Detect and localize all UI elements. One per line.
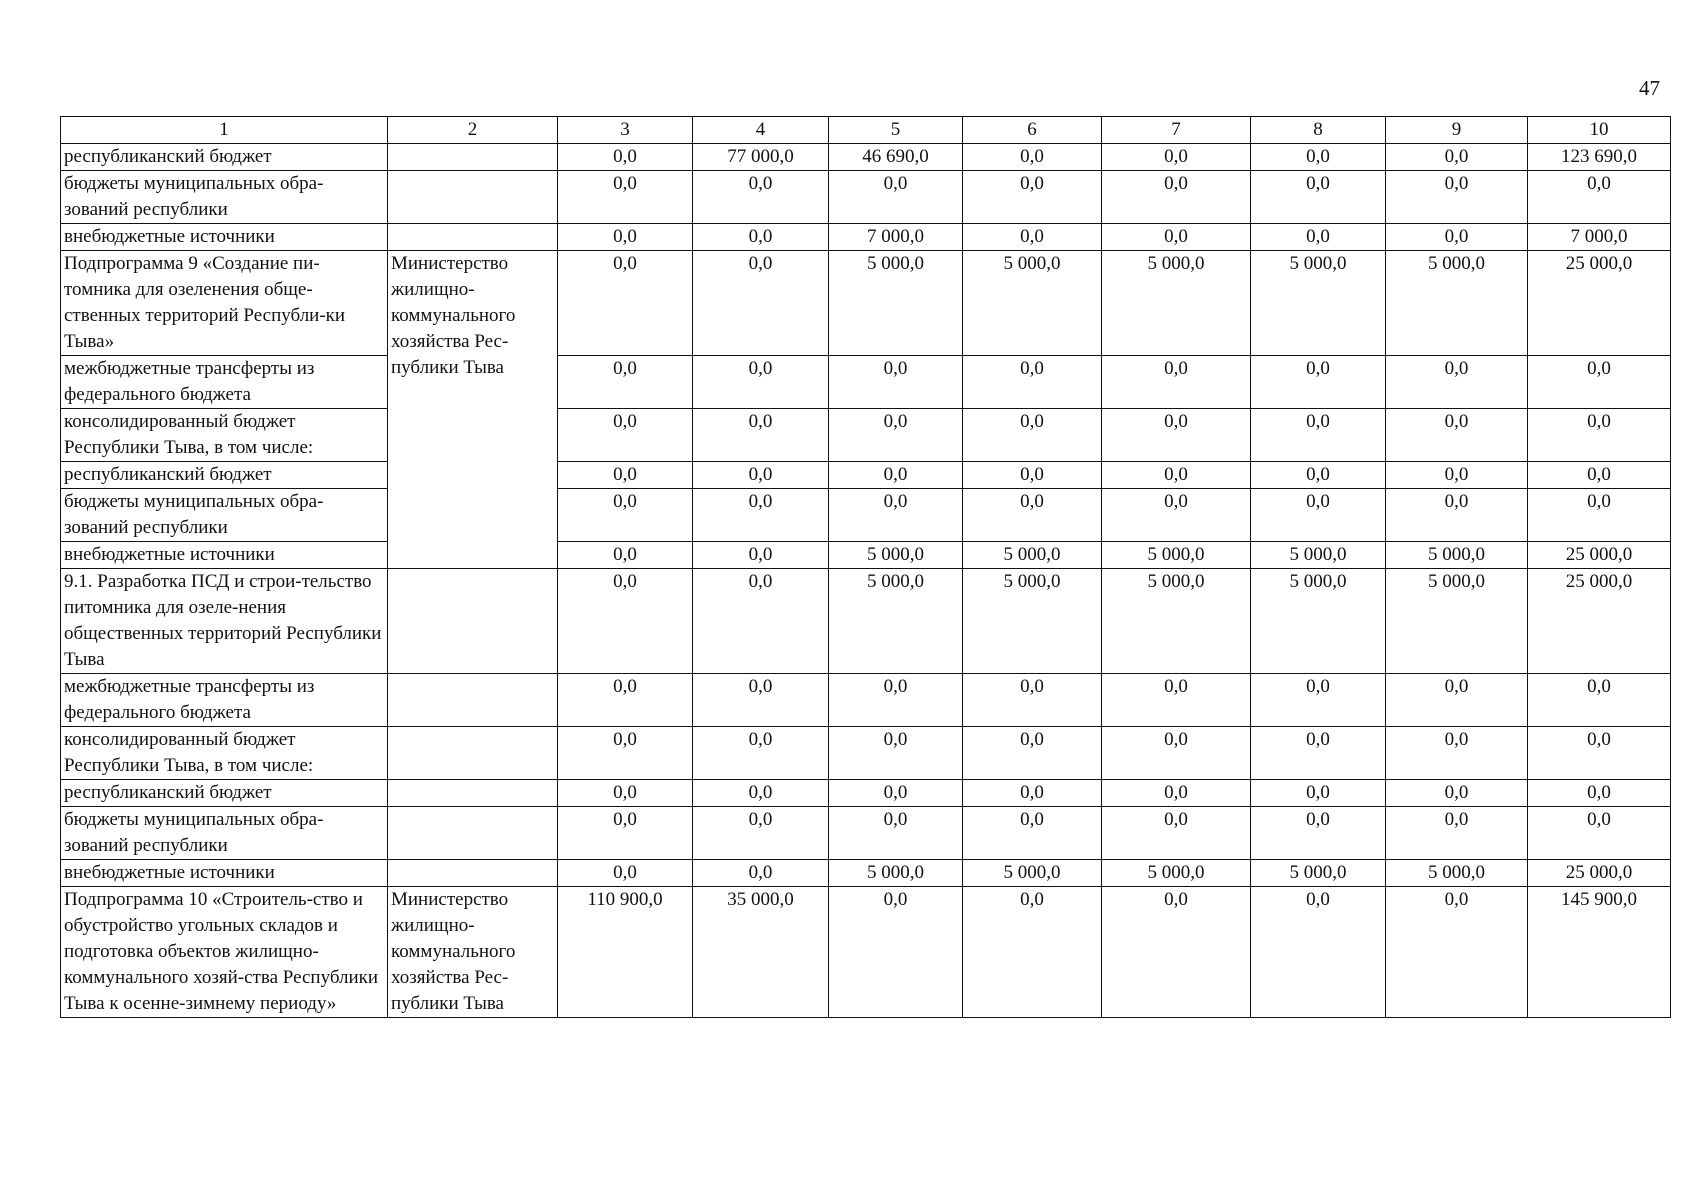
value-cell: 0,0 (1102, 727, 1251, 780)
column-header: 10 (1528, 117, 1671, 144)
value-cell: 0,0 (829, 409, 963, 462)
value-cell: 0,0 (693, 674, 829, 727)
row-name: Подпрограмма 10 «Строитель-ство и обустройство угольных складов и подготовка объектов жилищно-коммунального хозяй-ства Республики Тыва к осенне-зимнему периоду» (61, 887, 388, 1018)
value-cell: 0,0 (558, 860, 693, 887)
value-cell: 5 000,0 (963, 569, 1102, 674)
value-cell: 110 900,0 (558, 887, 693, 1018)
value-cell: 7 000,0 (1528, 224, 1671, 251)
value-cell: 0,0 (1386, 224, 1528, 251)
value-cell: 0,0 (693, 224, 829, 251)
value-cell: 0,0 (1251, 409, 1386, 462)
value-cell: 5 000,0 (1386, 542, 1528, 569)
value-cell: 5 000,0 (963, 542, 1102, 569)
value-cell: 0,0 (1251, 144, 1386, 171)
value-cell: 0,0 (693, 860, 829, 887)
value-cell: 0,0 (963, 356, 1102, 409)
value-cell: 0,0 (1102, 780, 1251, 807)
value-cell: 0,0 (1102, 409, 1251, 462)
row-name: республиканский бюджет (61, 462, 388, 489)
row-name: бюджеты муниципальных обра-зований республики (61, 171, 388, 224)
value-cell: 123 690,0 (1528, 144, 1671, 171)
value-cell: 0,0 (558, 807, 693, 860)
value-cell: 0,0 (1528, 674, 1671, 727)
value-cell: 0,0 (963, 807, 1102, 860)
value-cell: 0,0 (558, 462, 693, 489)
responsible-cell (388, 674, 558, 727)
value-cell: 5 000,0 (1251, 860, 1386, 887)
table-row (61, 674, 1671, 727)
table-row (61, 489, 1671, 542)
value-cell: 25 000,0 (1528, 569, 1671, 674)
value-cell: 0,0 (1251, 780, 1386, 807)
value-cell: 0,0 (693, 489, 829, 542)
value-cell: 0,0 (1102, 807, 1251, 860)
row-name: бюджеты муниципальных обра-зований республики (61, 807, 388, 860)
value-cell: 0,0 (963, 224, 1102, 251)
value-cell: 0,0 (1251, 887, 1386, 1018)
value-cell: 5 000,0 (1102, 542, 1251, 569)
value-cell: 0,0 (1386, 171, 1528, 224)
column-header: 4 (693, 117, 829, 144)
value-cell: 0,0 (829, 727, 963, 780)
value-cell: 0,0 (1251, 224, 1386, 251)
value-cell: 5 000,0 (963, 860, 1102, 887)
value-cell: 5 000,0 (1251, 569, 1386, 674)
value-cell: 0,0 (963, 171, 1102, 224)
row-name: консолидированный бюджет Республики Тыва, в том числе: (61, 727, 388, 780)
row-name: межбюджетные трансферты из федерального бюджета (61, 356, 388, 409)
value-cell: 0,0 (1102, 489, 1251, 542)
value-cell: 0,0 (1386, 674, 1528, 727)
value-cell: 0,0 (558, 224, 693, 251)
value-cell: 0,0 (1386, 489, 1528, 542)
value-cell: 7 000,0 (829, 224, 963, 251)
value-cell: 5 000,0 (829, 569, 963, 674)
value-cell: 0,0 (1386, 780, 1528, 807)
table-row (61, 251, 1671, 356)
value-cell: 0,0 (1528, 462, 1671, 489)
responsible-executor: Министерство жилищно-коммунального хозяйства Рес-публики Тыва (388, 887, 558, 1018)
table-row (61, 144, 1671, 171)
value-cell: 25 000,0 (1528, 251, 1671, 356)
row-name: республиканский бюджет (61, 780, 388, 807)
table-row (61, 409, 1671, 462)
table-row (61, 860, 1671, 887)
column-number-header (61, 117, 1671, 144)
value-cell: 0,0 (963, 144, 1102, 171)
column-header: 9 (1386, 117, 1528, 144)
value-cell: 0,0 (829, 674, 963, 727)
table-row (61, 542, 1671, 569)
column-header: 5 (829, 117, 963, 144)
value-cell: 0,0 (558, 144, 693, 171)
value-cell: 0,0 (558, 727, 693, 780)
responsible-cell (388, 727, 558, 780)
value-cell: 0,0 (1386, 727, 1528, 780)
value-cell: 0,0 (829, 171, 963, 224)
budget-table (60, 116, 1671, 1018)
responsible-cell (388, 860, 558, 887)
value-cell: 0,0 (1251, 356, 1386, 409)
value-cell: 0,0 (1251, 462, 1386, 489)
value-cell: 0,0 (1528, 807, 1671, 860)
value-cell: 0,0 (1251, 489, 1386, 542)
value-cell: 0,0 (1102, 887, 1251, 1018)
value-cell: 0,0 (1102, 674, 1251, 727)
value-cell: 25 000,0 (1528, 860, 1671, 887)
value-cell: 0,0 (558, 251, 693, 356)
value-cell: 0,0 (1528, 356, 1671, 409)
value-cell: 5 000,0 (1386, 251, 1528, 356)
column-header: 1 (61, 117, 388, 144)
table-row (61, 807, 1671, 860)
value-cell: 0,0 (693, 780, 829, 807)
value-cell: 5 000,0 (963, 251, 1102, 356)
value-cell: 0,0 (963, 409, 1102, 462)
value-cell: 0,0 (1386, 356, 1528, 409)
value-cell: 0,0 (1102, 144, 1251, 171)
value-cell: 0,0 (963, 887, 1102, 1018)
responsible-cell (388, 144, 558, 171)
responsible-cell (388, 807, 558, 860)
table-row (61, 727, 1671, 780)
row-name: бюджеты муниципальных обра-зований республики (61, 489, 388, 542)
responsible-executor: Министерство жилищно-коммунального хозяйства Рес-публики Тыва (388, 251, 558, 569)
table-row (61, 569, 1671, 674)
responsible-cell (388, 780, 558, 807)
value-cell: 0,0 (558, 171, 693, 224)
value-cell: 5 000,0 (1251, 251, 1386, 356)
value-cell: 5 000,0 (829, 860, 963, 887)
column-header: 6 (963, 117, 1102, 144)
value-cell: 0,0 (829, 462, 963, 489)
value-cell: 0,0 (963, 674, 1102, 727)
column-header: 2 (388, 117, 558, 144)
value-cell: 0,0 (693, 356, 829, 409)
value-cell: 77 000,0 (693, 144, 829, 171)
value-cell: 0,0 (1251, 674, 1386, 727)
value-cell: 5 000,0 (829, 251, 963, 356)
value-cell: 0,0 (558, 409, 693, 462)
value-cell: 0,0 (1102, 462, 1251, 489)
value-cell: 0,0 (1102, 224, 1251, 251)
value-cell: 0,0 (1251, 171, 1386, 224)
value-cell: 5 000,0 (1102, 251, 1251, 356)
value-cell: 0,0 (558, 569, 693, 674)
value-cell: 0,0 (693, 462, 829, 489)
value-cell: 0,0 (693, 727, 829, 780)
value-cell: 0,0 (1386, 409, 1528, 462)
value-cell: 145 900,0 (1528, 887, 1671, 1018)
value-cell: 0,0 (558, 542, 693, 569)
value-cell: 35 000,0 (693, 887, 829, 1018)
value-cell: 25 000,0 (1528, 542, 1671, 569)
value-cell: 5 000,0 (1386, 860, 1528, 887)
responsible-cell (388, 224, 558, 251)
row-name: республиканский бюджет (61, 144, 388, 171)
value-cell: 0,0 (1528, 409, 1671, 462)
row-name: Подпрограмма 9 «Создание пи-томника для озеленения обще-ственных территорий Республи-ки Тыва» (61, 251, 388, 356)
value-cell: 0,0 (829, 356, 963, 409)
value-cell: 0,0 (963, 489, 1102, 542)
value-cell: 0,0 (693, 569, 829, 674)
row-name: межбюджетные трансферты из федерального бюджета (61, 674, 388, 727)
value-cell: 0,0 (693, 409, 829, 462)
table-row (61, 887, 1671, 1018)
table-row (61, 171, 1671, 224)
value-cell: 0,0 (1386, 462, 1528, 489)
value-cell: 0,0 (1251, 807, 1386, 860)
value-cell: 0,0 (693, 807, 829, 860)
column-header: 3 (558, 117, 693, 144)
value-cell: 5 000,0 (1102, 860, 1251, 887)
value-cell: 0,0 (1102, 356, 1251, 409)
table-row (61, 780, 1671, 807)
responsible-cell (388, 569, 558, 674)
value-cell: 0,0 (963, 462, 1102, 489)
table-row (61, 462, 1671, 489)
value-cell: 0,0 (1528, 171, 1671, 224)
value-cell: 0,0 (1251, 727, 1386, 780)
value-cell: 0,0 (1528, 489, 1671, 542)
row-name: внебюджетные источники (61, 860, 388, 887)
row-name: внебюджетные источники (61, 542, 388, 569)
value-cell: 0,0 (829, 807, 963, 860)
row-name: 9.1. Разработка ПСД и строи-тельство питомника для озеле-нения общественных территорий Республики Тыва (61, 569, 388, 674)
row-name: консолидированный бюджет Республики Тыва, в том числе: (61, 409, 388, 462)
column-header: 7 (1102, 117, 1251, 144)
value-cell: 0,0 (963, 727, 1102, 780)
row-name: внебюджетные источники (61, 224, 388, 251)
value-cell: 0,0 (693, 542, 829, 569)
table-row (61, 224, 1671, 251)
value-cell: 0,0 (1386, 807, 1528, 860)
value-cell: 0,0 (693, 251, 829, 356)
page-number: 47 (1639, 76, 1660, 100)
value-cell: 0,0 (829, 780, 963, 807)
value-cell: 0,0 (558, 356, 693, 409)
value-cell: 0,0 (1386, 887, 1528, 1018)
value-cell: 0,0 (1102, 171, 1251, 224)
value-cell: 0,0 (558, 674, 693, 727)
value-cell: 5 000,0 (829, 542, 963, 569)
column-header: 8 (1251, 117, 1386, 144)
value-cell: 0,0 (1528, 727, 1671, 780)
table-row (61, 356, 1671, 409)
value-cell: 46 690,0 (829, 144, 963, 171)
responsible-cell (388, 171, 558, 224)
value-cell: 0,0 (1386, 144, 1528, 171)
value-cell: 0,0 (558, 780, 693, 807)
value-cell: 0,0 (963, 780, 1102, 807)
value-cell: 0,0 (829, 489, 963, 542)
value-cell: 5 000,0 (1102, 569, 1251, 674)
value-cell: 0,0 (1528, 780, 1671, 807)
value-cell: 5 000,0 (1386, 569, 1528, 674)
value-cell: 0,0 (829, 887, 963, 1018)
value-cell: 0,0 (558, 489, 693, 542)
value-cell: 0,0 (693, 171, 829, 224)
value-cell: 5 000,0 (1251, 542, 1386, 569)
